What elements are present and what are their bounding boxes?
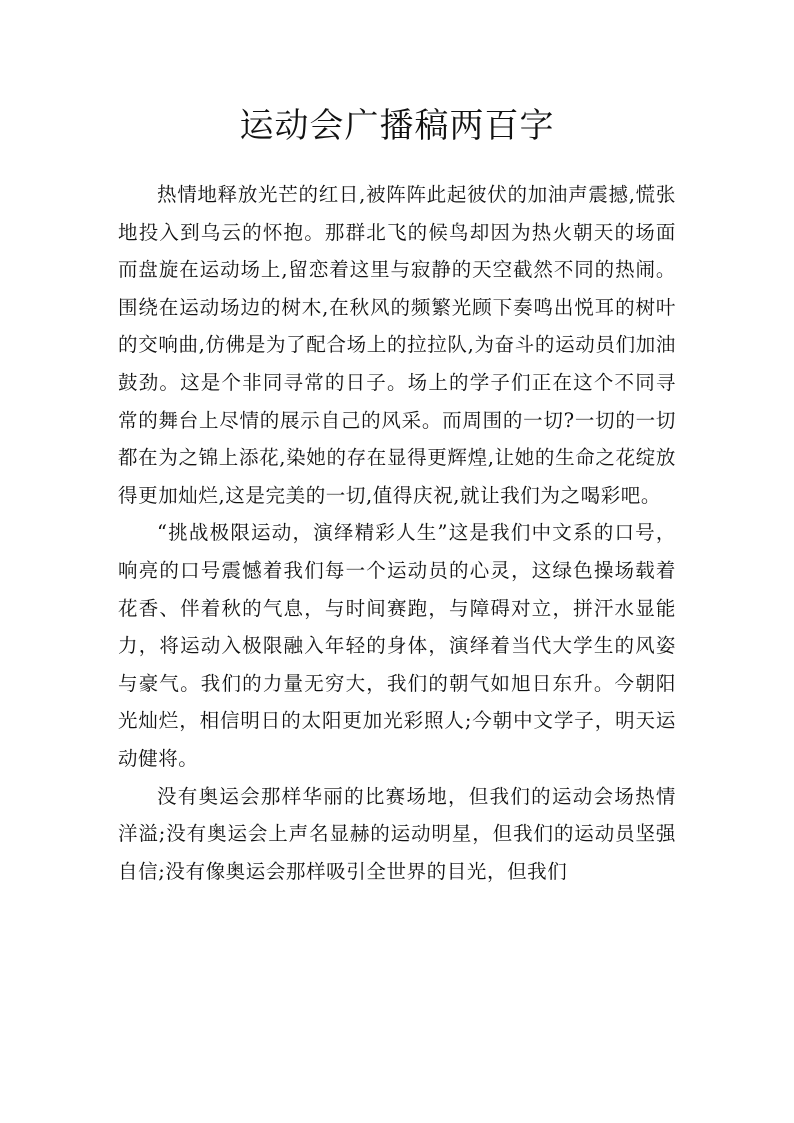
paragraph-2: “挑战极限运动，演绎精彩人生”这是我们中文系的口号，响亮的口号震憾着我们每一个运动员的心灵，这绿色操场载着花香、伴着秋的气息，与时间赛跑，与障碍对立，拼汗水显能力，将运动入极限融入年轻的身体，演绎着当代大学生的风姿与豪气。我们的力量无穷大，我们的朝气如旭日东升。今朝阳光灿烂，相信明日的太阳更加光彩照人;今朝中文学子，明天运动健将。 (118, 521, 676, 770)
document-body (118, 176, 676, 890)
paragraph-1: 热情地释放光芒的红日,被阵阵此起彼伏的加油声震撼,慌张地投入到乌云的怀抱。那群北飞的候鸟却因为热火朝天的场面而盘旋在运动场上,留恋着这里与寂静的天空截然不同的热闹。围绕在运动场边的树木,在秋风的频繁光顾下奏鸣出悦耳的树叶的交响曲,仿佛是为了配合场上的拉拉队,为奋斗的运动员们加油鼓劲。这是个非同寻常的日子。场上的学子们正在这个不同寻常的舞台上尽情的展示自己的风采。而周围的一切?一切的一切都在为之锦上添花,染她的存在显得更辉煌,让她的生命之花绽放得更加灿烂,这是完美的一切,值得庆祝,就让我们为之喝彩吧。 (118, 183, 676, 507)
paragraph-3: 没有奥运会那样华丽的比赛场地，但我们的运动会场热情洋溢;没有奥运会上声名显赫的运动明星，但我们的运动员坚强自信;没有像奥运会那样吸引全世界的目光，但我们 (118, 784, 676, 883)
document-title: 运动会广播稿两百字 (239, 106, 555, 146)
